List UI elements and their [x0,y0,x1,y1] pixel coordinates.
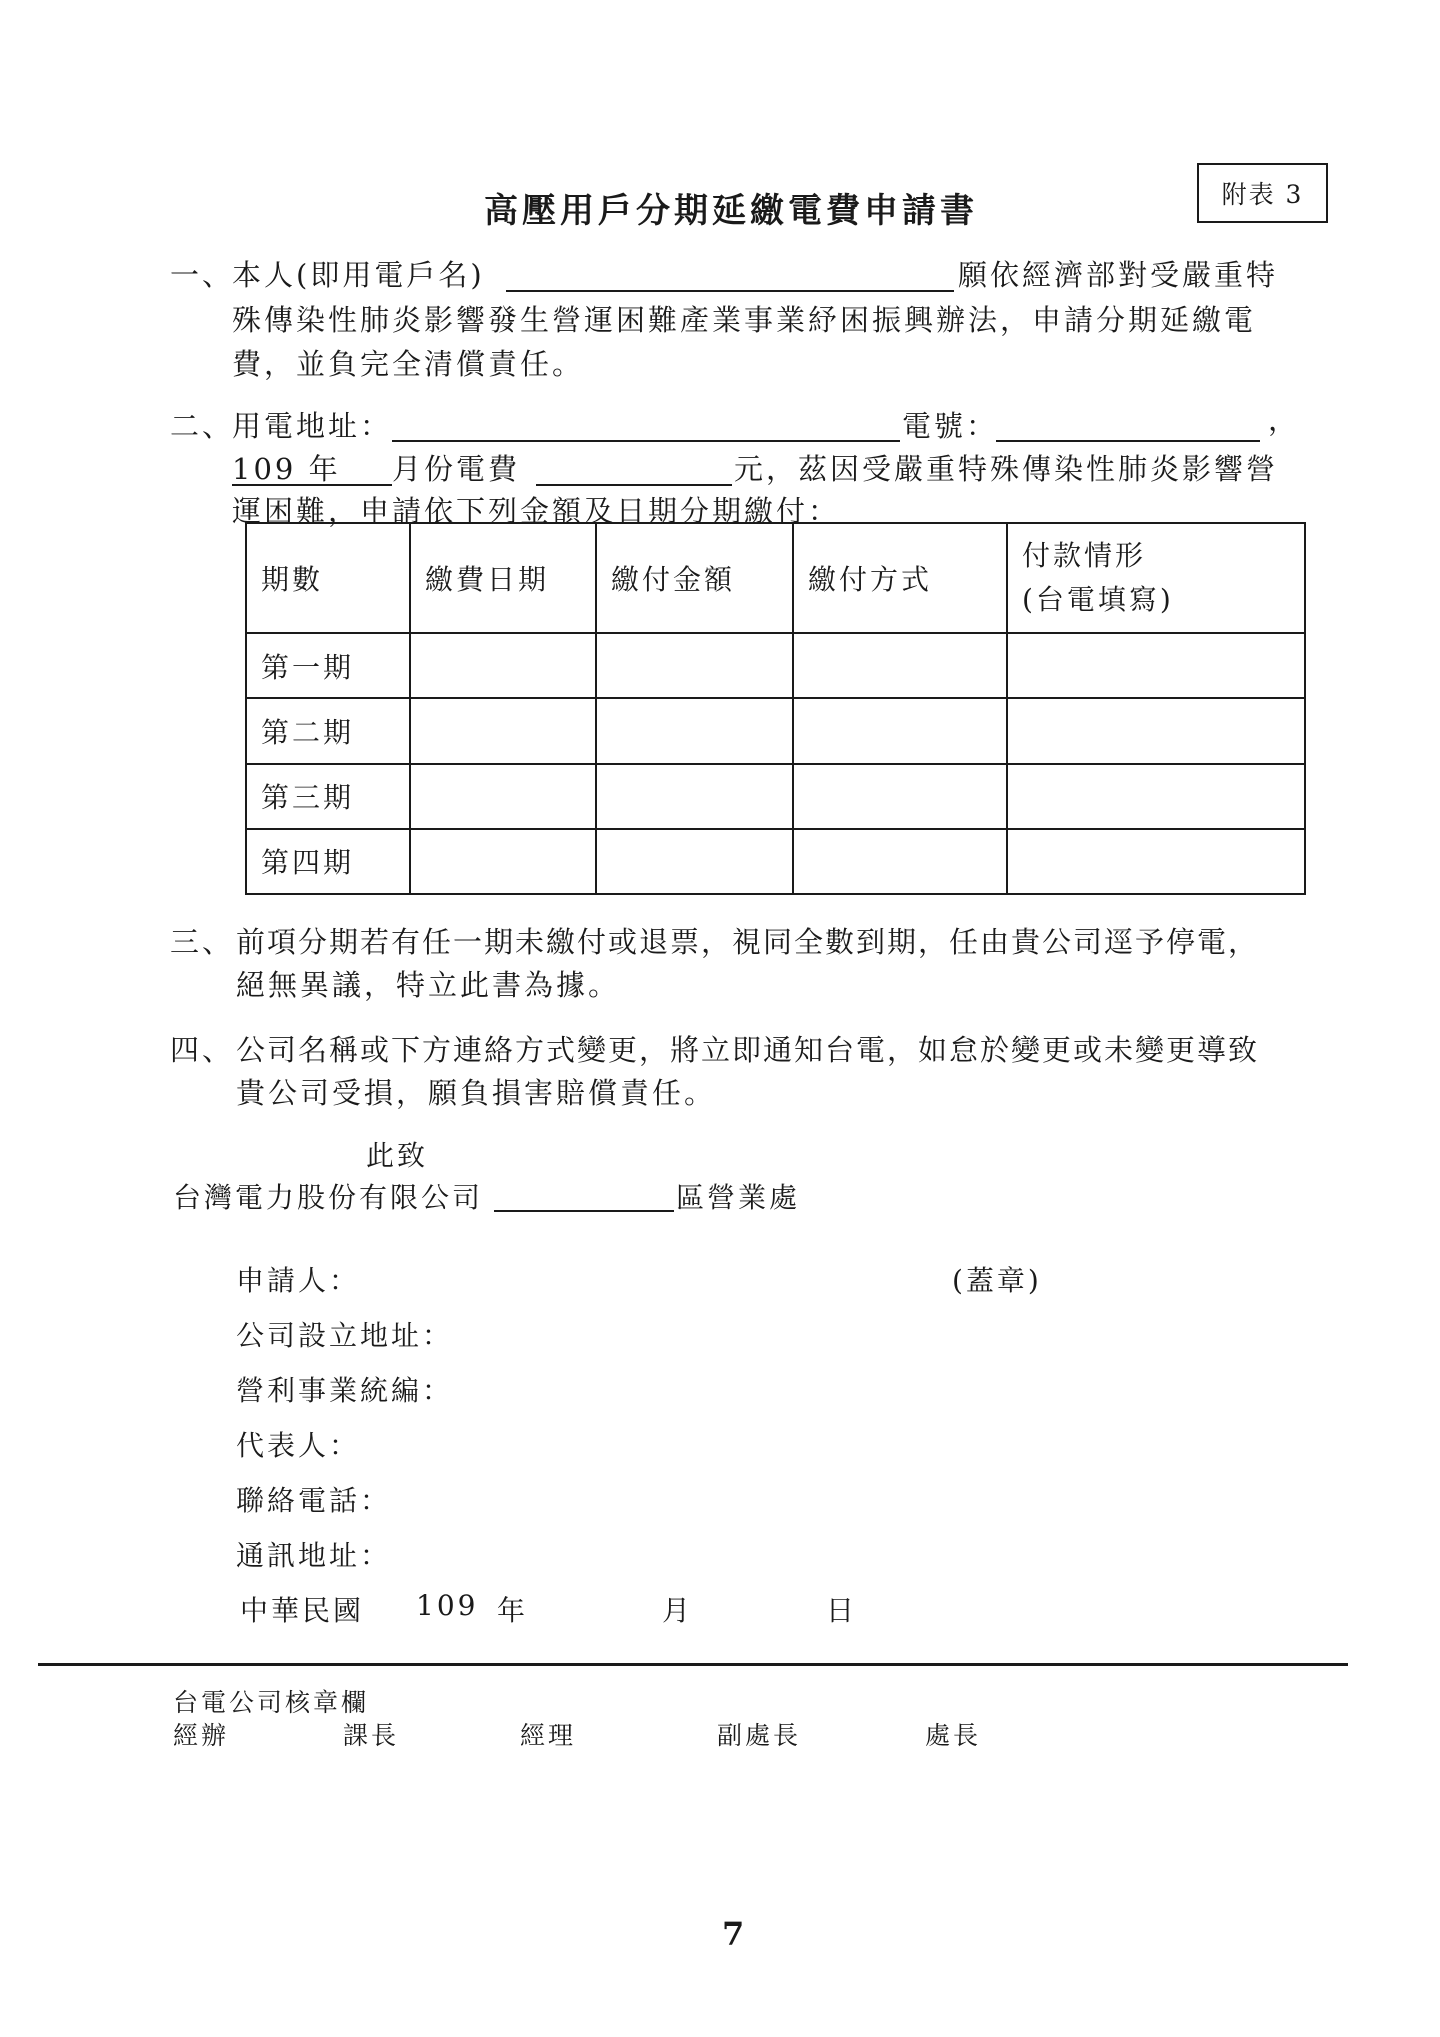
fee-amount-blank[interactable] [536,484,732,486]
date-year-value: 109 [416,1589,479,1622]
approval-heading: 台電公司核章欄 [173,1688,370,1717]
amount-cell[interactable] [596,633,793,698]
date-day-unit: 日 [826,1594,858,1627]
approval-role-clerk: 經辦 [173,1721,230,1750]
date-month-unit: 月 [662,1594,694,1627]
closing-branch: 區營業處 [676,1181,801,1214]
table-row [246,633,1305,698]
section-3-text-b: 絕無異議，特立此書為據。 [236,968,621,1002]
header-method: 繳付方式 [793,523,1007,633]
amount-cell[interactable] [596,698,793,763]
address-label: 用電地址： [232,409,393,443]
period-cell: 第二期 [246,698,410,763]
meter-label: 電號： [902,409,999,443]
bill-year-underline[interactable] [232,484,392,486]
section-3-number: 三、 [170,925,235,959]
header-pay-date: 繳費日期 [410,523,596,633]
installment-table [245,522,1306,895]
pay-date-cell[interactable] [410,698,596,763]
section-2-text-a: 元，茲因受嚴重特殊傳染性肺炎影響營 [734,452,1279,486]
table-row [246,829,1305,894]
closing-to: 此致 [366,1139,429,1172]
page-number: 7 [722,1915,745,1953]
section-1-text-b: 殊傳染性肺炎影響發生營運困難產業事業紓困振興辦法，申請分期延繳電 [232,303,1257,337]
period-cell: 第一期 [246,633,410,698]
annex-label: 附表 3 [1197,163,1328,223]
tax-id-label: 營利事業統編： [236,1374,454,1407]
method-cell[interactable] [793,829,1007,894]
section-2-text-b: 運困難，申請依下列金額及日期分期繳付： [232,494,841,528]
header-period: 期數 [246,523,410,633]
applicant-label: 申請人： [236,1264,361,1297]
section-1-text-a: 願依經濟部對受嚴重特 [958,258,1279,292]
company-address-label: 公司設立地址： [236,1319,454,1352]
branch-blank[interactable] [494,1210,674,1212]
method-cell[interactable] [793,698,1007,763]
seal-label: (蓋章) [952,1264,1042,1297]
phone-label: 聯絡電話： [236,1484,392,1517]
approval-role-manager: 經理 [520,1721,577,1750]
status-cell[interactable] [1007,698,1305,763]
approval-role-section-chief: 課長 [343,1721,400,1750]
pay-date-cell[interactable] [410,764,596,829]
status-cell[interactable] [1007,764,1305,829]
pay-date-cell[interactable] [410,829,596,894]
closing-company: 台灣電力股份有限公司 [173,1181,484,1214]
amount-cell[interactable] [596,764,793,829]
month-fee-label: 月份電費 [392,452,521,486]
section-1-applicant-label: 本人(即用電戶名) [232,258,485,292]
status-cell[interactable] [1007,633,1305,698]
address-blank[interactable] [392,440,900,442]
date-year-unit: 年 [497,1594,529,1627]
method-cell[interactable] [793,764,1007,829]
bill-year: 109 年 [232,452,341,486]
approval-role-director: 處長 [925,1721,982,1750]
representative-label: 代表人： [236,1429,361,1462]
table-row [246,698,1305,763]
section-4-text-b: 貴公司受損，願負損害賠償責任。 [236,1076,717,1110]
section-1-number: 一、 [170,258,235,292]
method-cell[interactable] [793,633,1007,698]
header-status: 付款情形 (台電填寫) [1007,523,1305,633]
header-amount: 繳付金額 [596,523,793,633]
table-header-row [246,523,1305,633]
applicant-name-blank[interactable] [506,290,954,292]
comma-mark: ， [1268,403,1301,437]
amount-cell[interactable] [596,829,793,894]
period-cell: 第三期 [246,764,410,829]
section-4-number: 四、 [170,1033,235,1067]
section-1-text-c: 費，並負完全清償責任。 [232,347,585,381]
meter-number-blank[interactable] [996,440,1260,442]
section-4-text-a: 公司名稱或下方連絡方式變更，將立即通知台電，如怠於變更或未變更導致 [236,1033,1260,1067]
document-title: 高壓用戶分期延繳電費申請書 [484,191,978,231]
mail-address-label: 通訊地址： [236,1539,392,1572]
period-cell: 第四期 [246,829,410,894]
status-cell[interactable] [1007,829,1305,894]
approval-divider [38,1663,1348,1666]
approval-role-deputy-director: 副處長 [717,1721,802,1750]
pay-date-cell[interactable] [410,633,596,698]
table-row [246,764,1305,829]
section-2-number: 二、 [170,409,235,443]
section-3-text-a: 前項分期若有任一期未繳付或退票，視同全數到期，任由貴公司逕予停電， [236,925,1260,959]
roc-label: 中華民國 [240,1594,365,1627]
